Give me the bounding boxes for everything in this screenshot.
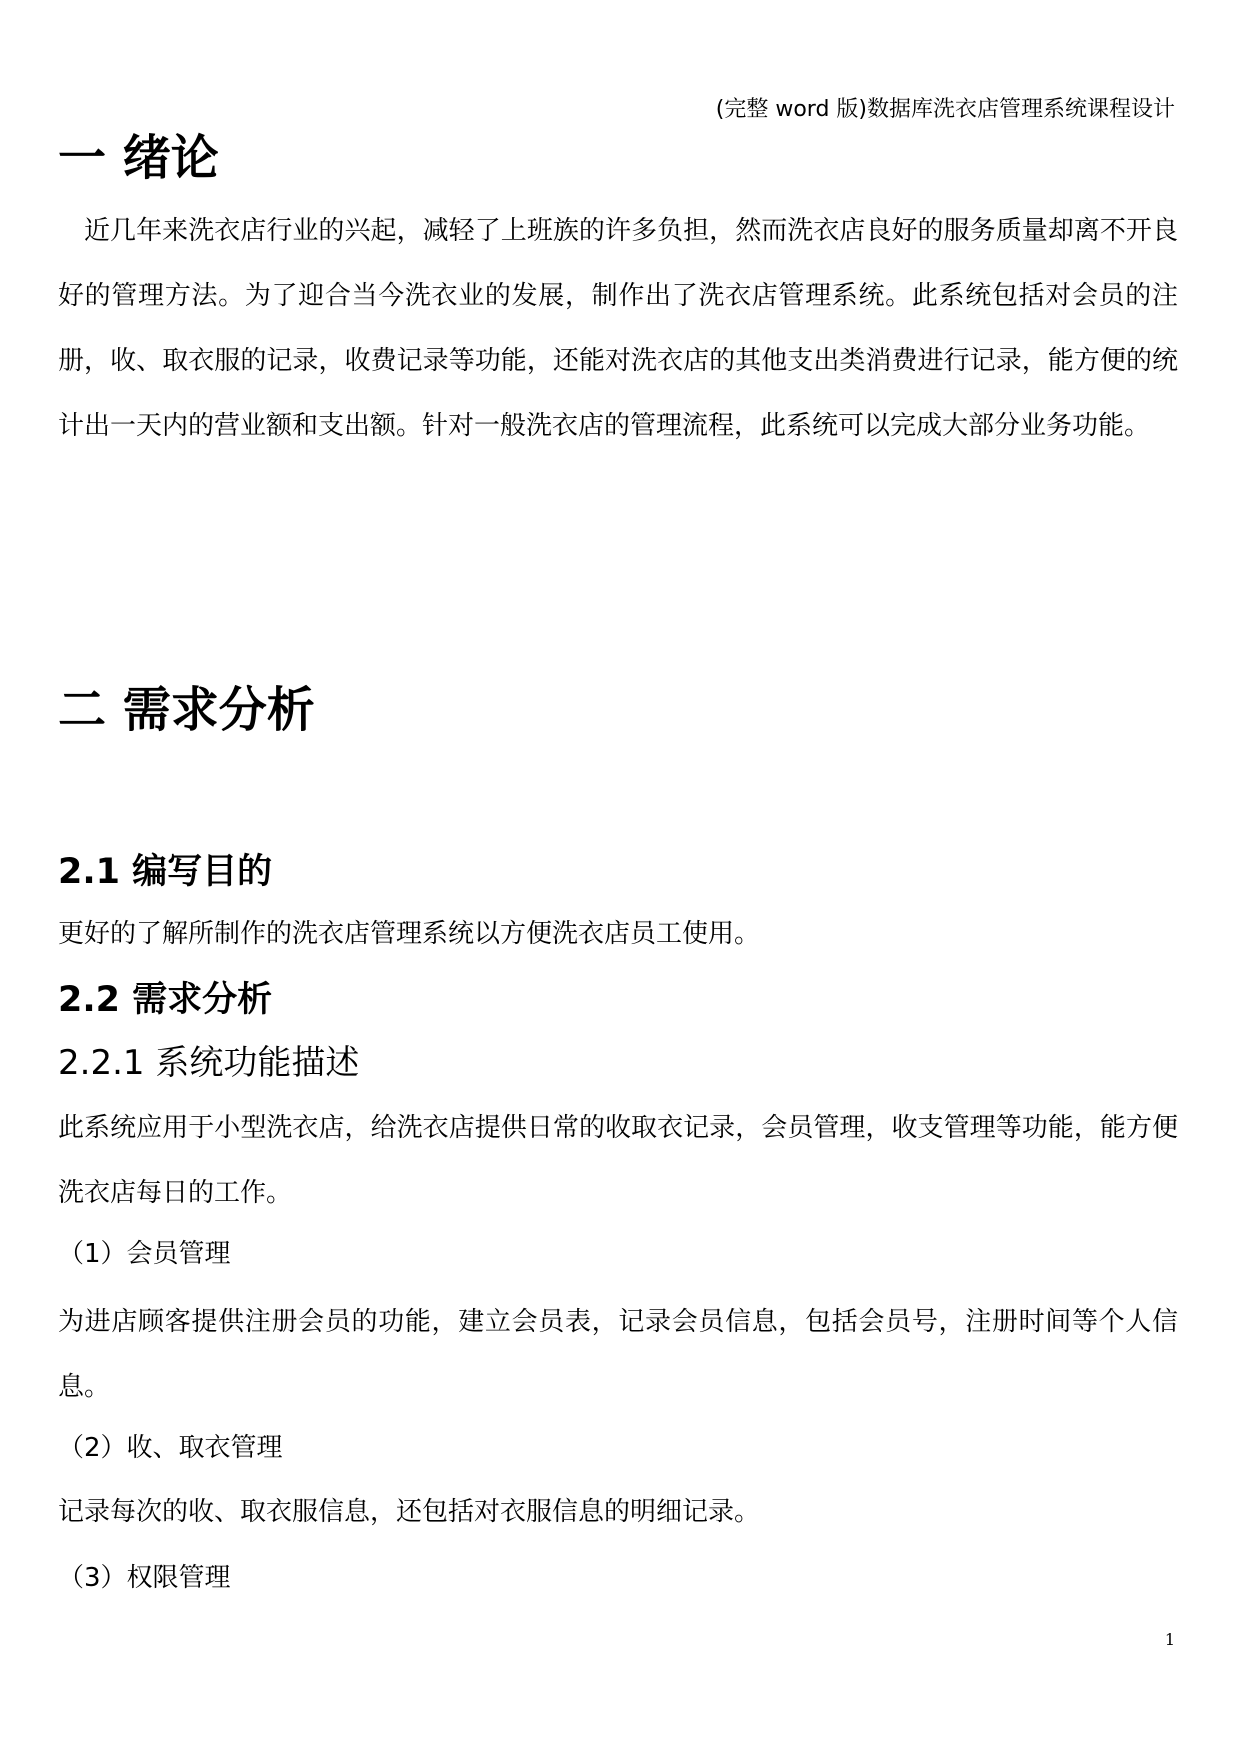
item-1 [58,1238,1178,1270]
item-2-text: 记录每次的收、取衣服信息，还包括对衣服信息的明细记录。 [58,1497,761,1527]
section-1-heading: 一 绪论 [58,130,219,186]
subsection-2-1 [58,850,1178,894]
item-3 [58,1562,1178,1594]
function-description-paragraph: 此系统应用于小型洗衣店，给洗衣店提供日常的收取衣记录，会员管理，收支管理等功能，能方便洗衣店每日的工作。 [58,1113,1178,1208]
subsection-2-1-body [58,918,1178,950]
section-1-body [58,199,1178,459]
section-2-heading: 二 需求分析 [58,682,315,738]
item-1-body [58,1290,1178,1420]
item-2-body [58,1496,1178,1528]
running-header: (完整 word 版)数据库洗衣店管理系统课程设计 [715,97,1175,122]
item-1-title: （1）会员管理 [58,1239,231,1269]
item-1-text: 为进店顾客提供注册会员的功能，建立会员表，记录会员信息，包括会员号，注册时间等个人信息。 [58,1307,1178,1402]
item-2-title: （2）收、取衣管理 [58,1433,283,1463]
subsection-2-2-1 [58,1042,1178,1084]
section-2 [58,680,1178,740]
subsection-2-1-heading: 2.1 编写目的 [58,852,273,892]
subsection-2-2-heading: 2.2 需求分析 [58,980,273,1020]
subsection-2-2 [58,978,1178,1022]
item-3-title: （3）权限管理 [58,1563,231,1593]
subsection-2-1-text: 更好的了解所制作的洗衣店管理系统以方便洗衣店员工使用。 [58,919,761,949]
section-1 [58,128,1178,188]
page-number: 1 [1164,1630,1175,1649]
subsection-2-2-1-heading: 2.2.1 系统功能描述 [58,1043,360,1083]
subsection-2-2-1-intro [58,1096,1178,1226]
section-1-paragraph: 近几年来洗衣店行业的兴起，减轻了上班族的许多负担，然而洗衣店良好的服务质量却离不开良好的管理方法。为了迎合当今洗衣业的发展，制作出了洗衣店管理系统。此系统包括对会员的注册，收、取衣服的记录，收费记录等功能，还能对洗衣店的其他支出类消费进行记录，能方便的统计出一天内的营业额和支出额。针对一般洗衣店的管理流程，此系统可以完成大部分业务功能。 [58,216,1178,441]
item-2 [58,1432,1178,1464]
